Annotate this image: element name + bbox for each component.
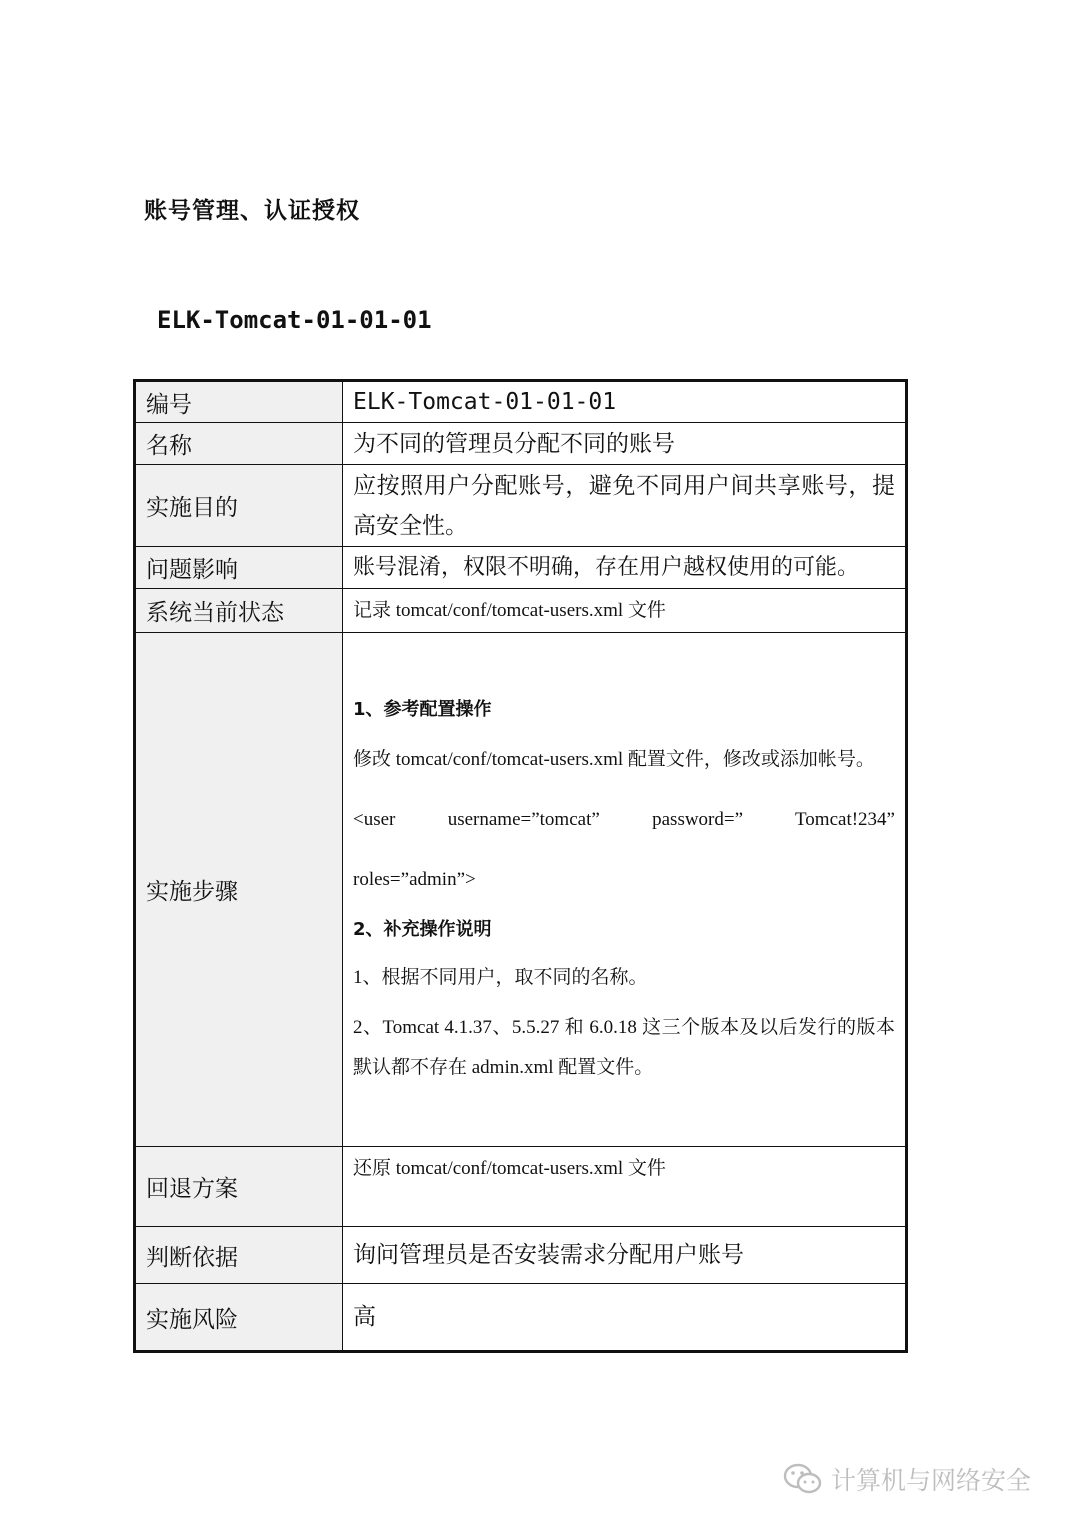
table-row xyxy=(135,381,907,423)
steps-line-1: 修改 tomcat/conf/tomcat-users.xml 配置文件，修改或添加帐号。 xyxy=(353,748,875,770)
row-label: 名称 xyxy=(135,423,343,465)
row-value: ELK-Tomcat-01-01-01 xyxy=(343,381,907,423)
watermark-text: 计算机与网络安全 xyxy=(831,1466,1032,1495)
item-id-heading: ELK-Tomcat-01-01-01 xyxy=(157,306,432,334)
steps-code-2: roles=”admin”> xyxy=(353,868,476,890)
row-value: 账号混淆，权限不明确，存在用户越权使用的可能。 xyxy=(343,547,907,589)
watermark xyxy=(783,1461,1031,1497)
row-label: 实施风险 xyxy=(135,1284,343,1352)
table-row xyxy=(135,423,907,465)
table-row xyxy=(135,1284,907,1352)
wechat-icon xyxy=(783,1462,823,1496)
row-label: 回退方案 xyxy=(135,1147,343,1227)
steps-heading-1: 1、参考配置操作 xyxy=(353,698,492,720)
row-label: 实施步骤 xyxy=(135,633,343,1147)
table-row xyxy=(135,1147,907,1227)
steps-content xyxy=(343,633,907,1147)
row-label: 问题影响 xyxy=(135,547,343,589)
steps-note-1: 1、根据不同用户，取不同的名称。 xyxy=(353,966,648,988)
table-row xyxy=(135,547,907,589)
steps-code-1: <user username=”tomcat” password=” Tomcat!234” xyxy=(353,808,895,830)
row-value: 记录 tomcat/conf/tomcat-users.xml 文件 xyxy=(343,589,907,633)
section-title: 账号管理、认证授权 xyxy=(144,198,360,224)
steps-note-2: 2、Tomcat 4.1.37、5.5.27 和 6.0.18 这三个版本及以后发行的版本默认都不存在 admin.xml 配置文件。 xyxy=(353,1016,895,1078)
steps-heading-2: 2、补充操作说明 xyxy=(353,918,492,940)
row-label: 判断依据 xyxy=(135,1227,343,1284)
table-row xyxy=(135,633,907,1147)
row-value: 高 xyxy=(343,1284,907,1352)
row-label: 系统当前状态 xyxy=(135,589,343,633)
spec-table xyxy=(133,379,908,1353)
row-value: 还原 tomcat/conf/tomcat-users.xml 文件 xyxy=(343,1147,907,1227)
row-value: 应按照用户分配账号，避免不同用户间共享账号，提高安全性。 xyxy=(343,465,907,547)
row-label: 编号 xyxy=(135,381,343,423)
table-row xyxy=(135,589,907,633)
row-label: 实施目的 xyxy=(135,465,343,547)
row-value: 询问管理员是否安装需求分配用户账号 xyxy=(343,1227,907,1284)
table-row xyxy=(135,465,907,547)
row-value: 为不同的管理员分配不同的账号 xyxy=(343,423,907,465)
table-row xyxy=(135,1227,907,1284)
